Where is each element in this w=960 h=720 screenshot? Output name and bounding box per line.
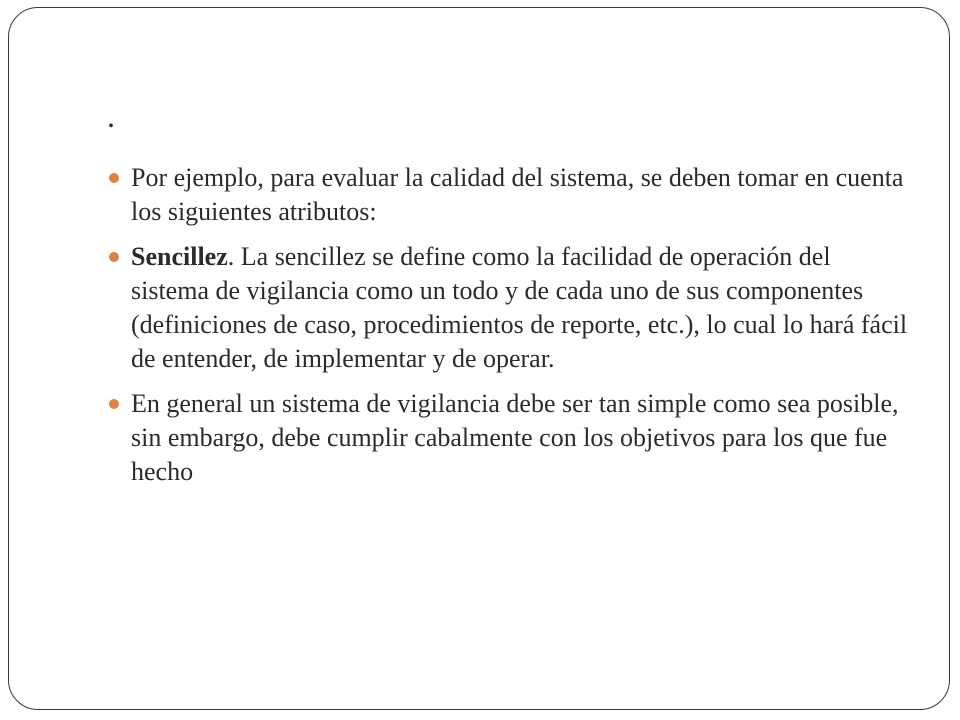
bullet-dot-icon [109, 173, 119, 183]
bullet-text: . La sencillez se define como la facilidad de operación del sistema de vigilancia como un todo y de cada uno de sus componentes (definiciones de caso, procedimientos de reporte, etc.), lo cual lo hará fácil de entender, de implementar y de operar. [131, 242, 908, 373]
list-item [109, 387, 909, 489]
bullet-text: Por ejemplo, para evaluar la calidad del sistema, se deben tomar en cuenta los siguientes atributos: [131, 163, 904, 226]
bullet-dot-icon [109, 252, 119, 262]
bullet-list [109, 161, 909, 500]
bullet-text: En general un sistema de vigilancia debe ser tan simple como sea posible, sin embargo, debe cumplir cabalmente con los objetivos para los que fue hecho [131, 389, 899, 486]
bullet-dot-icon [109, 399, 119, 409]
bullet-bold-term: Sencillez [131, 242, 228, 271]
list-item [109, 161, 909, 229]
list-item [109, 240, 909, 376]
slide-title: . [107, 98, 115, 134]
